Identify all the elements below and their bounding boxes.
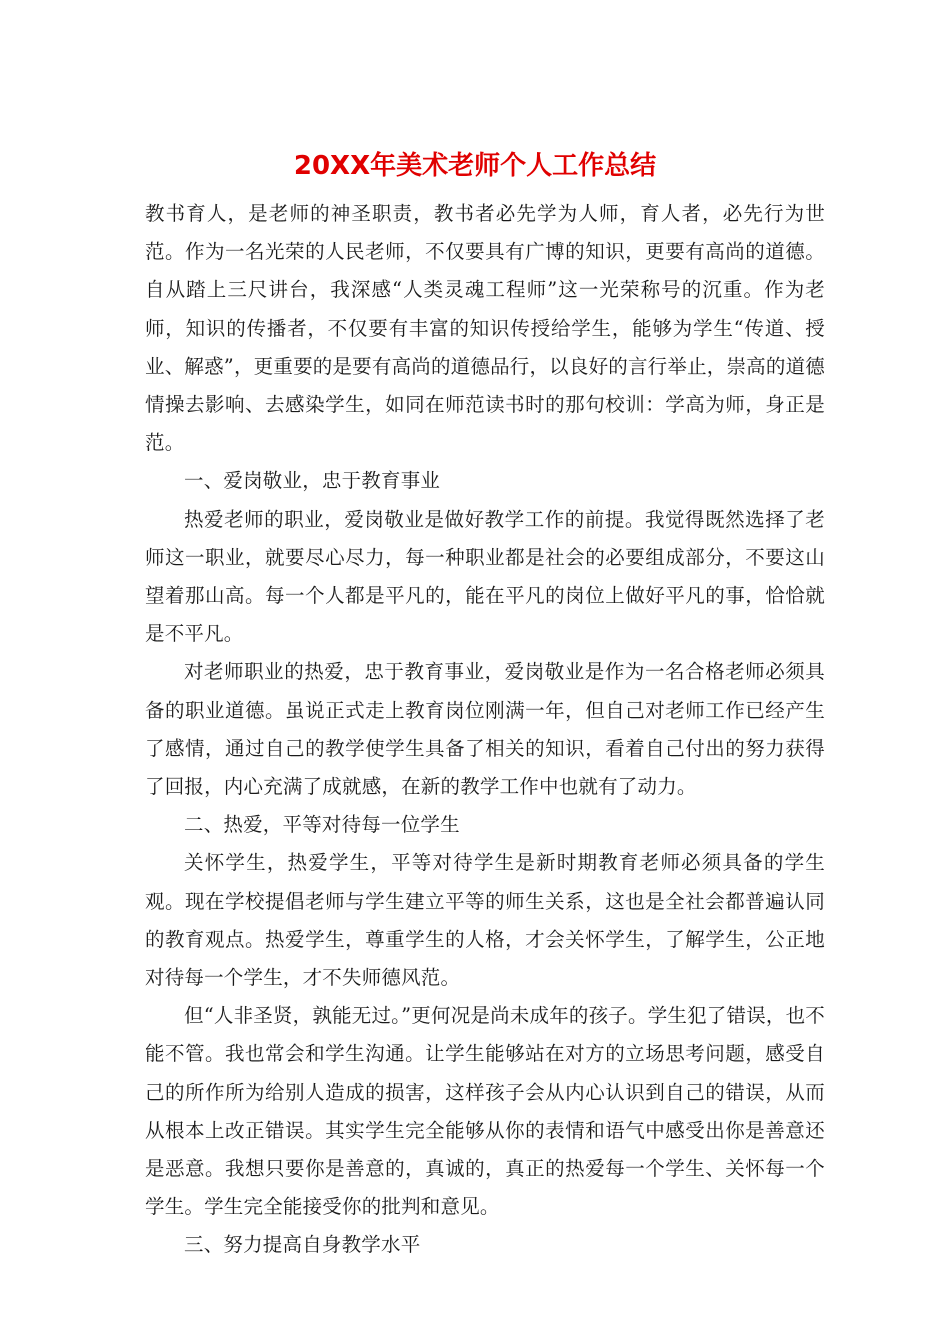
document-title: 20XX年美术老师个人工作总结 (293, 151, 657, 181)
section-heading-2: 二、热爱，平等对待每一位学生 (184, 813, 460, 837)
section-1-paragraph-2: 对老师职业的热爱，忠于教育事业，爱岗敬业是作为一名合格老师必须具备的职业道德。虽说正式走上教育岗位刚满一年，但自己对老师工作已经产生了感情，通过自己的教学使学生具备了相关的知识，看着自己付出的努力获得了回报，内心充满了成就感，在新的教学工作中也就有了动力。 (145, 660, 825, 799)
document-body (145, 195, 825, 1265)
section-heading-1: 一、爱岗敬业，忠于教育事业 (184, 469, 441, 493)
section-2-paragraph-1: 关怀学生，热爱学生，平等对待学生是新时期教育老师必须具备的学生观。现在学校提倡老师与学生建立平等的师生关系，这也是全社会都普遍认同的教育观点。热爱学生，尊重学生的人格，才会关怀学生，了解学生，公正地对待每一个学生，才不失师德风范。 (145, 851, 825, 990)
section-1-paragraph-1: 热爱老师的职业，爱岗敬业是做好教学工作的前提。我觉得既然选择了老师这一职业，就要尽心尽力，每一种职业都是社会的必要组成部分，不要这山望着那山高。每一个人都是平凡的，能在平凡的岗位上做好平凡的事，恰恰就是不平凡。 (145, 507, 825, 646)
section-heading-3: 三、努力提高自身教学水平 (184, 1233, 421, 1257)
section-2-paragraph-2: 但“人非圣贤，孰能无过。”更何况是尚未成年的孩子。学生犯了错误，也不能不管。我也常会和学生沟通。让学生能够站在对方的立场思考问题，感受自己的所作所为给别人造成的损害，这样孩子会从内心认识到自己的错误，从而从根本上改正错误。其实学生完全能够从你的表情和语气中感受出你是善意还是恶意。我想只要你是善意的，真诚的，真正的热爱每一个学生、关怀每一个学生。学生完全能接受你的批判和意见。 (145, 1004, 825, 1219)
intro-paragraph: 教书育人，是老师的神圣职责，教书者必先学为人师，育人者，必先行为世范。作为一名光荣的人民老师，不仅要具有广博的知识，更要有高尚的道德。自从踏上三尺讲台，我深感“人类灵魂工程师”这一光荣称号的沉重。作为老师，知识的传播者，不仅要有丰富的知识传授给学生，能够为学生“传道、授业、解惑”，更重要的是要有高尚的道德品行，以良好的言行举止，崇高的道德情操去影响、去感染学生，如同在师范读书时的那句校训：学高为师，身正是范。 (145, 202, 825, 455)
